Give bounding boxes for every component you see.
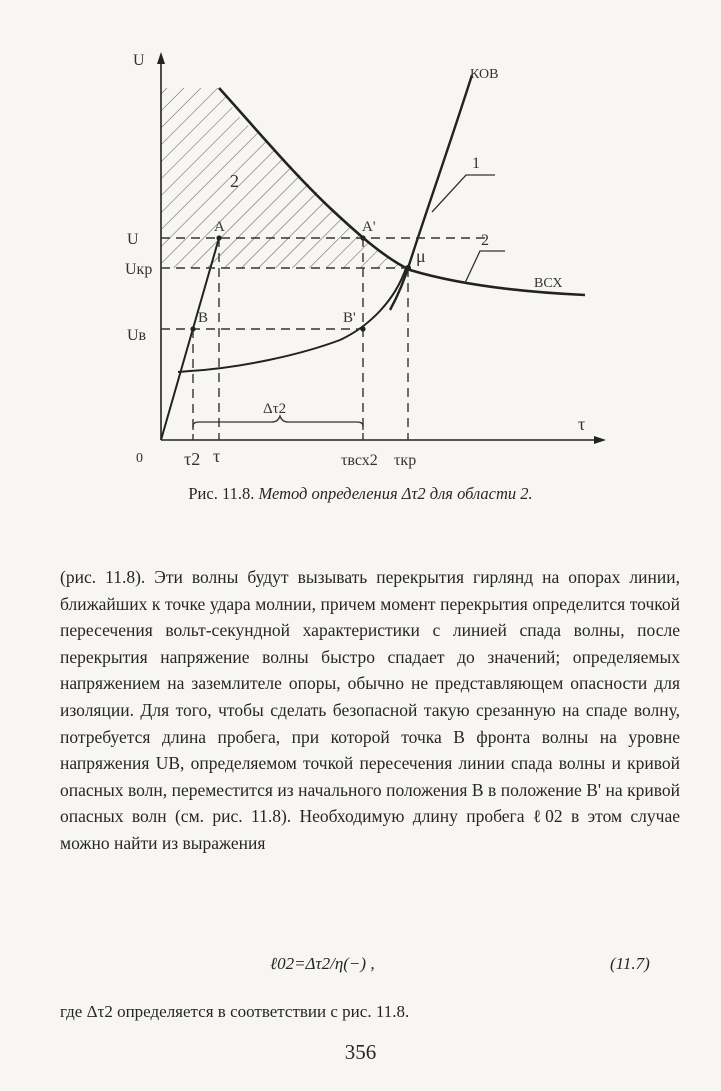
leader-line-2 xyxy=(465,251,505,283)
point-a-prime xyxy=(360,235,365,240)
page-number: 356 xyxy=(344,1040,377,1064)
label-line-1: 1 xyxy=(472,155,480,172)
label-a-prime: A' xyxy=(362,219,376,235)
axis-u-label: U xyxy=(133,52,145,69)
x-label-tau-kr: τкр xyxy=(394,452,417,469)
wave-tail-curve xyxy=(178,268,406,372)
formula-11-7: ℓ02=Δτ2/η(−) , xyxy=(270,954,375,973)
figure-11-8 xyxy=(0,0,721,480)
label-b: B xyxy=(198,310,209,326)
u-axis-arrow xyxy=(157,52,165,64)
label-b-prime: B' xyxy=(343,310,356,326)
caption-prefix: Рис. 11.8. xyxy=(188,484,255,503)
point-a xyxy=(216,235,221,240)
leader-line-1 xyxy=(432,175,495,212)
x-label-tau2: τ2 xyxy=(184,449,201,469)
point-b-prime xyxy=(360,326,365,331)
y-label-ub: Uв xyxy=(127,327,147,344)
label-a: A xyxy=(214,219,225,235)
label-mu: μ xyxy=(416,246,426,266)
x-label-tau: τ xyxy=(213,446,221,466)
origin-label: 0 xyxy=(136,451,143,466)
label-region-2: 2 xyxy=(230,171,239,191)
equation-number: (11.7) xyxy=(610,954,650,973)
after-formula-text: где Δτ2 определяется в соответствии с рис. 11.8. xyxy=(60,1002,410,1021)
tau-axis-arrow xyxy=(594,436,606,444)
axis-tau-label: τ xyxy=(578,414,586,434)
label-delta-tau2: Δτ2 xyxy=(263,401,287,417)
body-text xyxy=(60,564,680,857)
region-2-hatch xyxy=(161,88,411,270)
point-b xyxy=(190,326,195,331)
label-vsh: ВСХ xyxy=(534,276,563,291)
figure-caption xyxy=(0,484,721,504)
point-mu xyxy=(405,265,411,271)
label-line-2: 2 xyxy=(481,232,489,249)
y-label-ukr: Uкр xyxy=(125,261,153,278)
label-kov: КОВ xyxy=(470,67,499,82)
main-paragraph: (рис. 11.8). Эти волны будут вызывать перекрытия гирлянд на опорах линии, ближайших к точке удара молнии, причем момент перекрытия определится точкой пересечения вольт-секундной характеристики с линией спада волны, после перекрытия напряжение волны быстро спадает до значений; определяемых напряжением на заземлителе опоры, обычно не представляющем опасности для изоляции. Для того, чтобы сделать безопасной такую срезанную на спаде волну, потребуется длина пробега, при которой точка B фронта волны на уровне напряжения UB, определяемом точкой пересечения линии спада волны и кривой опасных волн, переместится из начального положения B в положение B' на кривой опасных волн (см. рис. 11.8). Необходимую длину пробега ℓ02 в этом случае можно найти из выражения xyxy=(60,567,680,853)
x-label-tau-vsh2: τвсх2 xyxy=(341,452,378,469)
caption-text: Метод определения Δτ2 для области 2. xyxy=(258,484,533,503)
y-label-u: U xyxy=(127,231,139,248)
